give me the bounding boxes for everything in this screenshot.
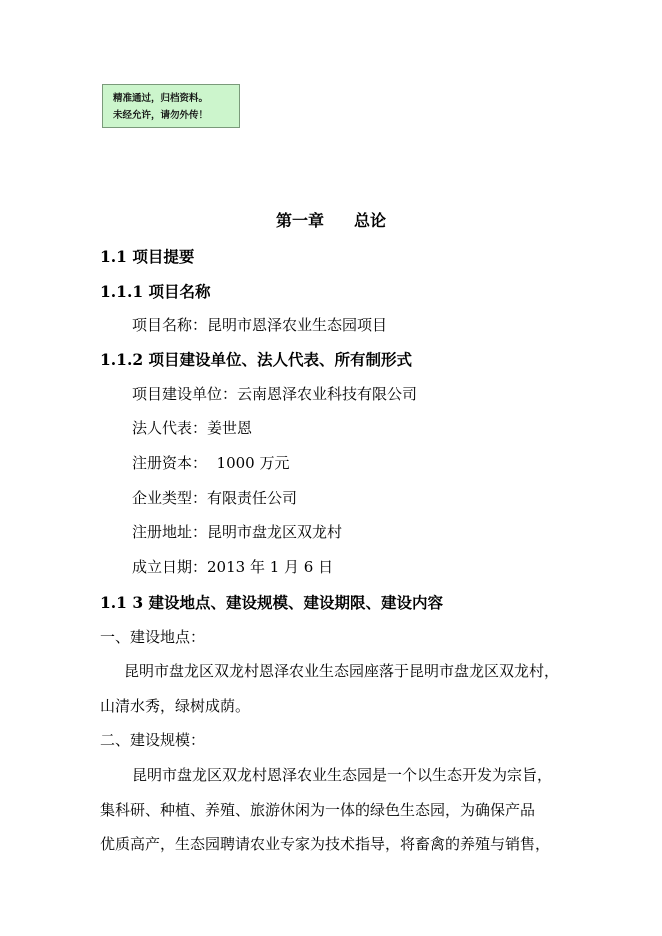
legal-rep-line: 法人代表：姜世恩: [132, 419, 253, 437]
scale-paragraph-line-1: 昆明市盘龙区双龙村恩泽农业生态园是一个以生态开发为宗旨，: [132, 766, 553, 784]
notice-line-2: 未经允许，请勿外传！: [113, 110, 209, 121]
scale-paragraph-line-3: 优质高产，生态园聘请农业专家为技术指导，将畜禽的养殖与销售，: [100, 835, 551, 853]
location-heading: 一、建设地点：: [100, 628, 206, 646]
chapter-name: 总论: [354, 211, 387, 230]
location-paragraph-line-2: 山清水秀，绿树成荫。: [100, 697, 251, 715]
notice-line-1: 精准通过，归档资料。: [113, 93, 209, 104]
section-heading-1-1-2: 1.1.2 项目建设单位、法人代表、所有制形式: [100, 350, 413, 369]
project-name-line: 项目名称：昆明市恩泽农业生态园项目: [132, 316, 388, 334]
company-type-line: 企业类型：有限责任公司: [132, 489, 298, 507]
section-heading-1-1-3: 1.1 3 建设地点、建设规模、建设期限、建设内容: [100, 593, 444, 612]
scale-paragraph-line-2: 集科研、种植、养殖、旅游休闲为一体的绿色生态园，为确保产品: [100, 801, 536, 819]
notice-stamp: [102, 84, 240, 128]
section-heading-1-1: 1.1 项目提要: [100, 247, 195, 266]
builder-line: 项目建设单位：云南恩泽农业科技有限公司: [132, 385, 418, 403]
address-line: 注册地址：昆明市盘龙区双龙村: [132, 523, 343, 541]
scale-heading: 二、建设规模：: [100, 731, 206, 749]
chapter-title: [0, 208, 662, 231]
section-heading-1-1-1: 1.1.1 项目名称: [100, 282, 211, 301]
chapter-number: 第一章: [275, 211, 324, 230]
capital-line: 注册资本： 1000 万元: [132, 454, 290, 472]
founded-line: 成立日期：2013 年 1 月 6 日: [132, 558, 334, 576]
location-paragraph-line-1: 昆明市盘龙区双龙村恩泽农业生态园座落于昆明市盘龙区双龙村，: [124, 662, 560, 680]
